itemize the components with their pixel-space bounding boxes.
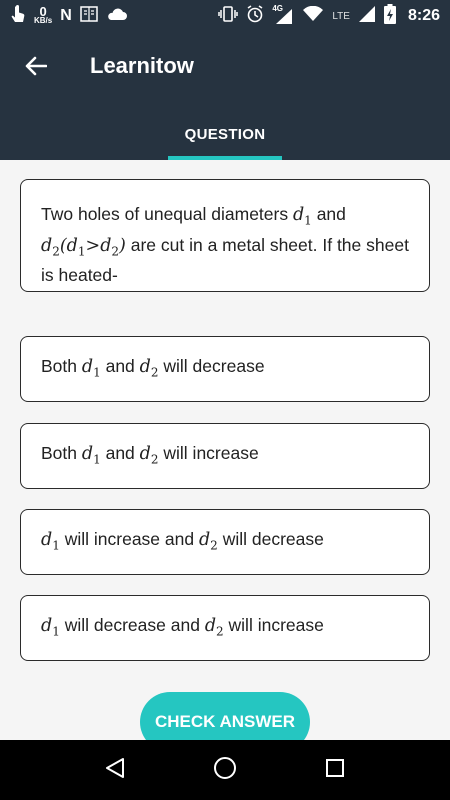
network-type-label: 4G (272, 4, 284, 13)
tab-question[interactable] (168, 108, 282, 160)
square-recents-icon (325, 758, 345, 783)
network-speed-unit: KB/s (34, 16, 53, 25)
option-text: Both $d_1$ and $d_2$ will decrease (41, 355, 265, 380)
touch-hand-icon (10, 5, 26, 28)
option-text: $d_1$ will decrease and $d_2$ will increase (41, 614, 324, 639)
status-bar-left (10, 5, 128, 28)
math-d1: $d_1$ (41, 615, 60, 639)
status-time: 8:26 (407, 7, 440, 24)
math-d2: $d_2$ (139, 443, 159, 467)
arrow-left-icon (25, 56, 47, 81)
app-bar (0, 32, 450, 160)
nav-home-button[interactable] (205, 750, 245, 790)
nav-back-button[interactable] (95, 750, 135, 790)
status-bar (0, 0, 450, 32)
translate-icon (80, 6, 98, 27)
status-bar-right (218, 4, 440, 29)
math-d2: $d_2$ (204, 615, 224, 639)
question-text-1: Two holes of unequal diameters (41, 204, 289, 224)
question-card (20, 179, 430, 292)
signal-icon (358, 5, 376, 28)
option-1[interactable] (20, 336, 430, 402)
triangle-back-icon (104, 757, 126, 784)
option-4[interactable] (20, 595, 430, 661)
math-d2: $d_2$ (139, 356, 159, 380)
network-speed-value: 0 (39, 4, 47, 19)
option-3[interactable] (20, 509, 430, 575)
lte-label: LTE (332, 10, 350, 22)
question-text-3: are cut in a metal sheet. If the sheet is heated- (41, 234, 409, 285)
battery-charging-icon (384, 4, 396, 29)
signal-4g-icon (272, 4, 294, 25)
option-text: $d_1$ will increase and $d_2$ will decrease (41, 528, 324, 553)
math-d1: $d_1$ (41, 529, 60, 553)
math-d2: $d_2$ (198, 529, 218, 553)
option-2[interactable] (20, 423, 430, 489)
vibrate-icon (218, 6, 238, 27)
math-d1: $d_1$ (81, 356, 101, 380)
question-text-2: and (316, 204, 346, 224)
alarm-icon (246, 5, 264, 28)
circle-home-icon (213, 756, 237, 785)
navigation-bar (0, 740, 450, 800)
network-speed (34, 4, 53, 25)
option-text: Both $d_1$ and $d_2$ will increase (41, 442, 259, 467)
tab-question-label: QUESTION (184, 125, 266, 143)
wifi-icon (302, 6, 324, 27)
nav-recents-button[interactable] (315, 750, 355, 790)
cloud-icon (106, 7, 128, 26)
math-d1: $d_1$ (292, 205, 312, 228)
app-title: Learnitow (90, 53, 194, 78)
math-d2-condition: $d_2(d_1>d_2)$ (41, 235, 126, 258)
math-d1: $d_1$ (81, 443, 101, 467)
n-notification-icon: N (60, 7, 72, 24)
back-button[interactable] (16, 48, 56, 88)
tab-indicator (168, 156, 282, 160)
check-answer-button[interactable]: CHECK ANSWER (140, 692, 310, 752)
